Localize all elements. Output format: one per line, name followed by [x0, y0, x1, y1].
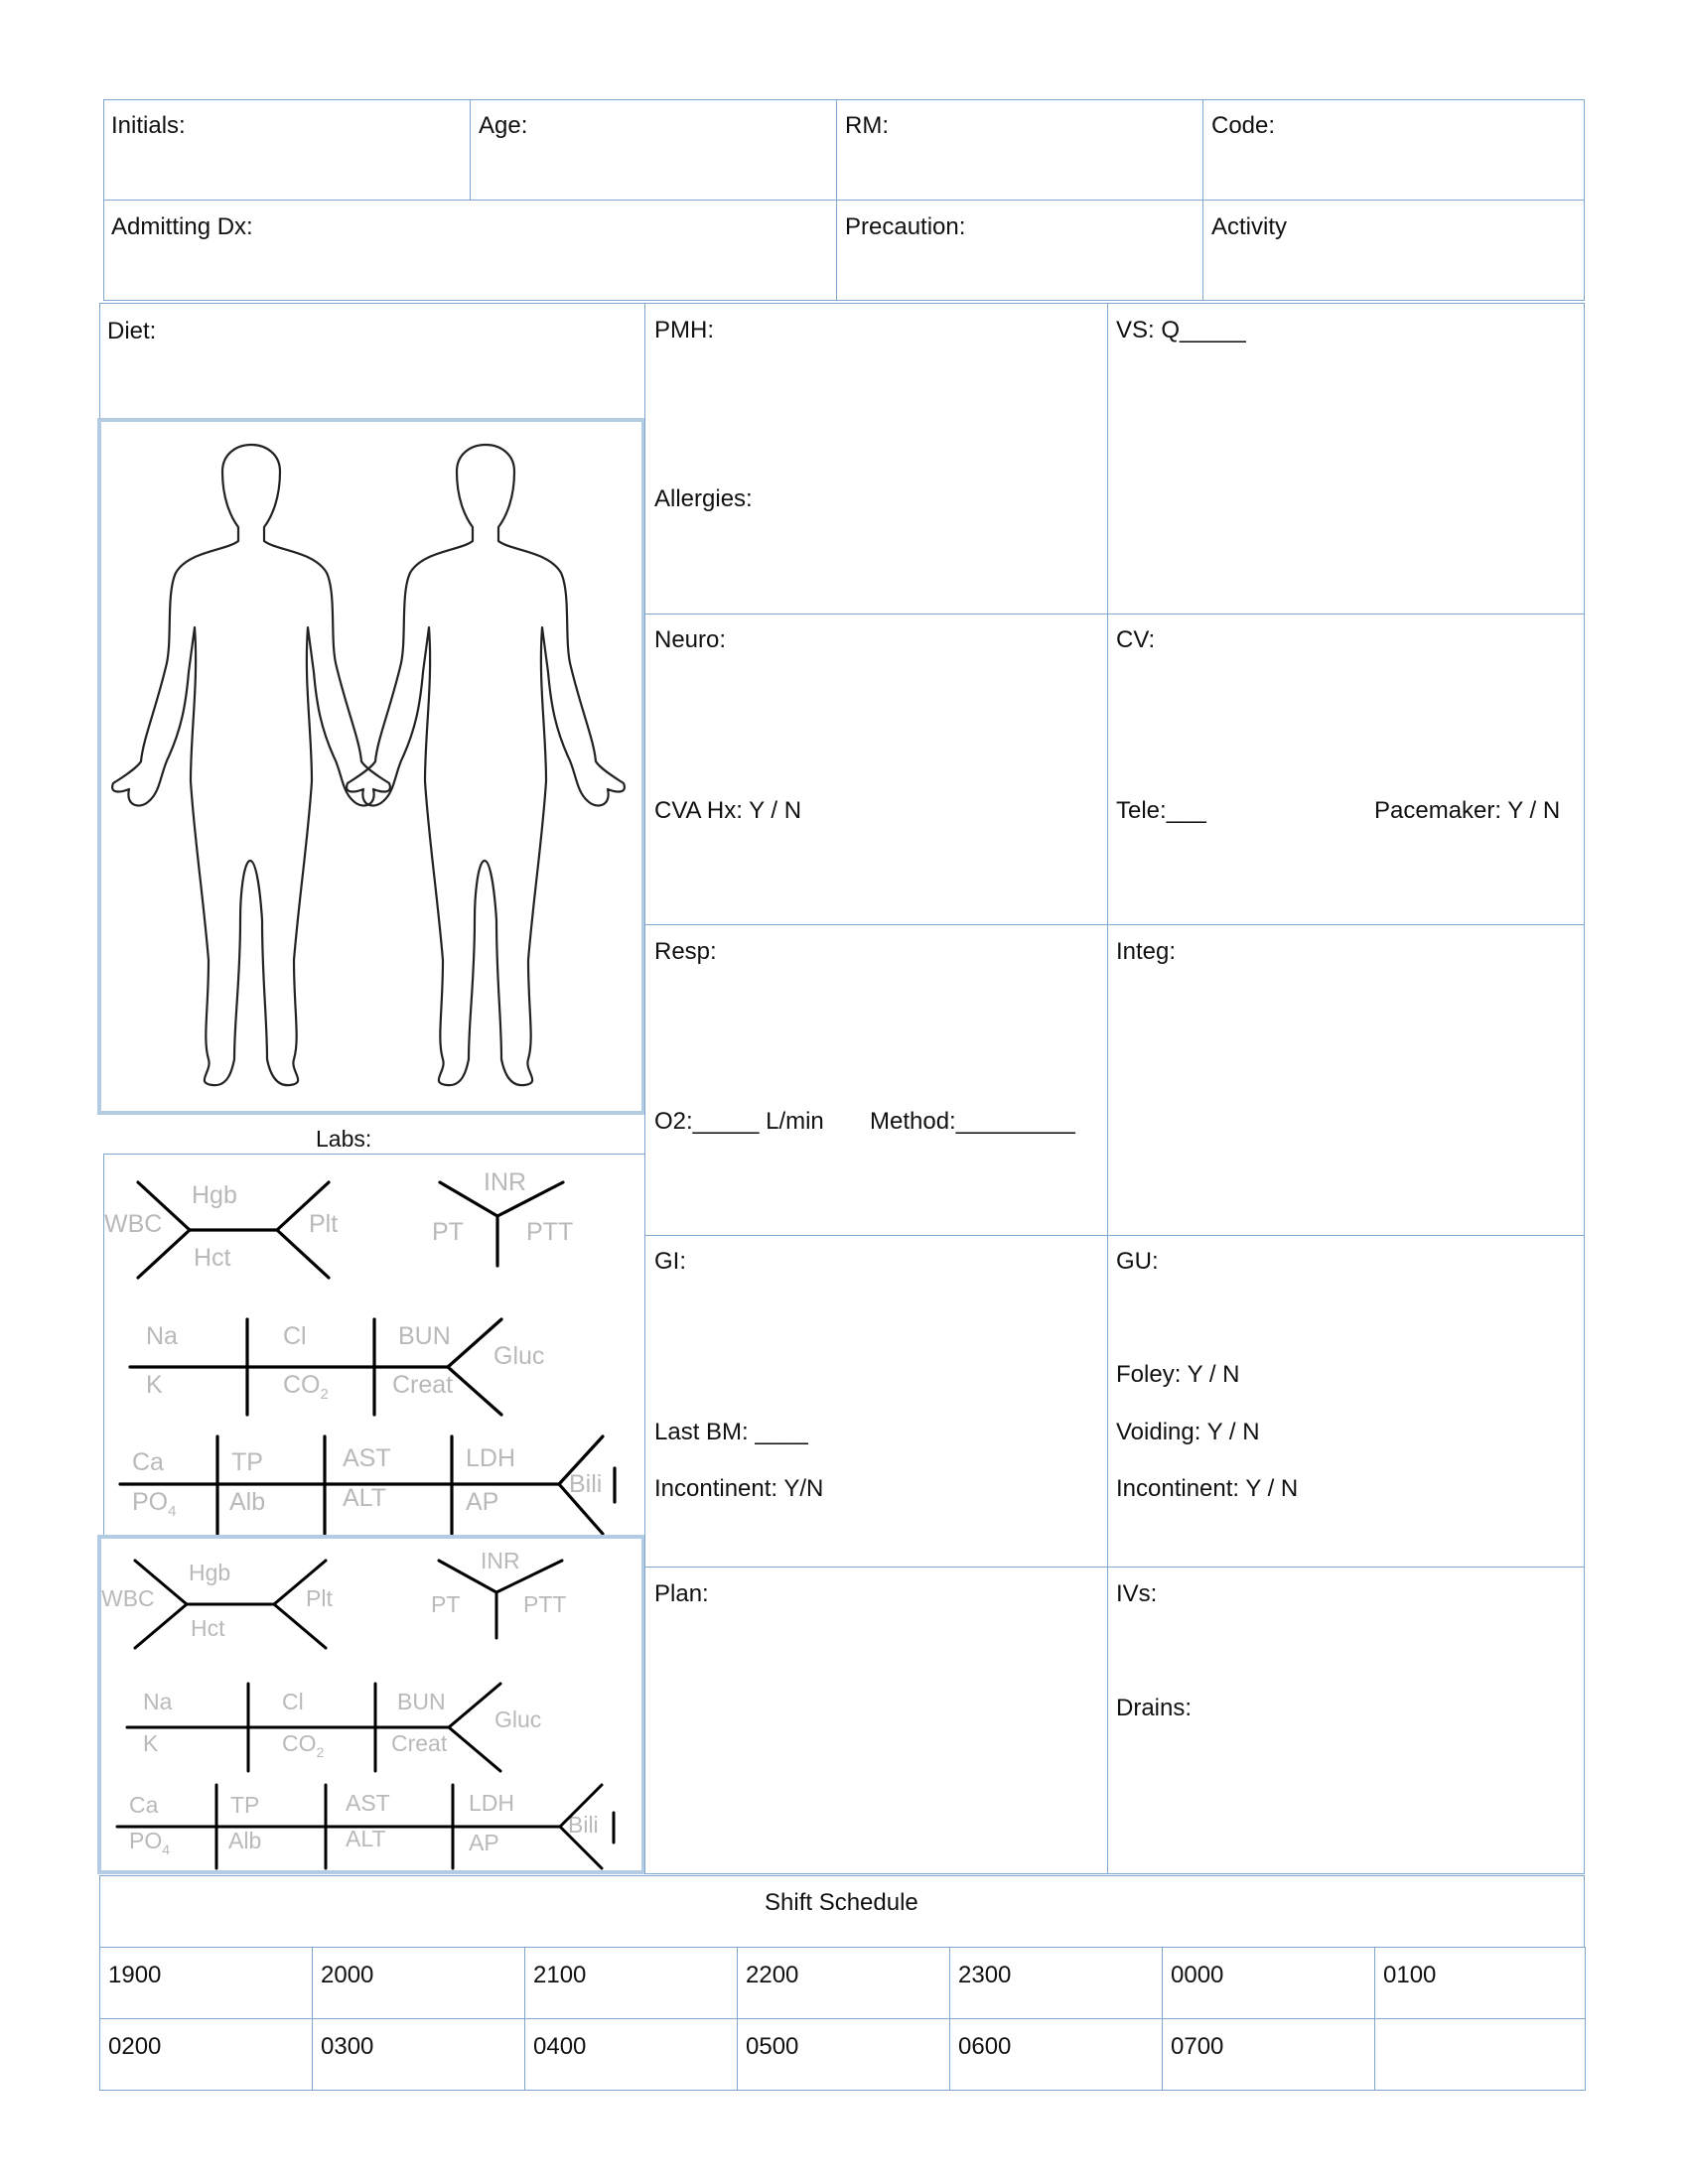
lab-na-2: Na: [143, 1689, 173, 1714]
code-label: Code:: [1211, 112, 1276, 139]
pmh-cell[interactable]: [644, 303, 1108, 614]
shift-time-label: 2300: [958, 1962, 1012, 1988]
last-bm-label: Last BM: ____: [654, 1419, 808, 1445]
vs-label: VS: Q_____: [1116, 317, 1246, 343]
lab-cl-1: Cl: [283, 1322, 307, 1350]
lab-ldh-1: LDH: [466, 1444, 516, 1472]
lab-skeleton-box-2[interactable]: [97, 1535, 645, 1874]
lab-ap-2: AP: [469, 1830, 499, 1855]
lab-hgb-1: Hgb: [192, 1181, 237, 1209]
o2-label: O2:_____ L/min: [654, 1108, 824, 1135]
lab-co2-1: $CO_2$: [283, 1371, 329, 1403]
body-front-figure: [112, 445, 390, 1085]
lab-wbc-2: WBC: [101, 1585, 155, 1611]
lab-plt-2: Plt: [306, 1585, 333, 1611]
method-label: Method:_________: [870, 1108, 1075, 1135]
precaution-label: Precaution:: [845, 213, 966, 240]
shift-time-label: 0000: [1171, 1962, 1224, 1988]
lab-gluc-1: Gluc: [493, 1342, 545, 1370]
rm-label: RM:: [845, 112, 889, 139]
lab-k-1: K: [146, 1371, 163, 1399]
gu-label: GU:: [1116, 1248, 1159, 1275]
lab-k-2: K: [143, 1730, 159, 1756]
body-outline-diagram: [101, 422, 641, 1111]
lab-fishbones-1: [104, 1155, 644, 1536]
cv-label: CV:: [1116, 626, 1156, 653]
lab-ca-1: Ca: [132, 1448, 164, 1476]
lab-fishbones-2: [101, 1539, 641, 1870]
lab-gluc-2: Gluc: [494, 1706, 542, 1732]
cva-hx-label: CVA Hx: Y / N: [654, 797, 802, 824]
shift-time-label: 0500: [746, 2033, 799, 2060]
gi-label: GI:: [654, 1248, 687, 1275]
lab-pt-1: PT: [432, 1218, 464, 1246]
initials-label: Initials:: [111, 112, 186, 139]
lab-ldh-2: LDH: [469, 1790, 515, 1816]
pmh-label: PMH:: [654, 317, 714, 343]
lab-cl-2: Cl: [282, 1689, 304, 1714]
lab-na-1: Na: [146, 1322, 178, 1350]
integ-cell[interactable]: [1107, 924, 1585, 1236]
lab-alt-1: ALT: [343, 1484, 386, 1512]
lab-bili-1: Bili: [569, 1470, 603, 1498]
diet-label: Diet:: [107, 318, 157, 344]
vs-cell[interactable]: [1107, 303, 1585, 614]
lab-ap-1: AP: [466, 1488, 499, 1516]
gi-incontinent-label: Incontinent: Y/N: [654, 1475, 824, 1502]
voiding-label: Voiding: Y / N: [1116, 1419, 1260, 1445]
gi-cell[interactable]: [644, 1235, 1108, 1568]
activity-label: Activity: [1211, 213, 1288, 240]
cv-cell[interactable]: [1107, 614, 1585, 925]
lab-hct-1: Hct: [194, 1244, 231, 1272]
shift-time-label: 0200: [108, 2033, 162, 2060]
lab-pt-2: PT: [431, 1591, 461, 1617]
shift-time-label: 1900: [108, 1962, 162, 1988]
lab-ast-2: AST: [346, 1790, 390, 1816]
neuro-label: Neuro:: [654, 626, 727, 653]
lab-co2-2: $CO_2$: [282, 1730, 325, 1760]
age-label: Age:: [479, 112, 528, 139]
shift-time-label: 0600: [958, 2033, 1012, 2060]
lab-po4-1: $PO_4$: [132, 1488, 177, 1520]
diet-cell[interactable]: [99, 303, 645, 419]
lab-plt-1: Plt: [309, 1210, 339, 1238]
lab-inr-2: INR: [481, 1548, 520, 1573]
lab-ast-1: AST: [343, 1444, 391, 1472]
resp-label: Resp:: [654, 938, 717, 965]
labs-label: Labs:: [316, 1126, 372, 1152]
shift-schedule-title: Shift Schedule: [765, 1889, 918, 1916]
tele-label: Tele:___: [1116, 797, 1206, 824]
admitting-dx-label: Admitting Dx:: [111, 213, 253, 240]
allergies-label: Allergies:: [654, 485, 753, 512]
lab-ca-2: Ca: [129, 1792, 159, 1818]
neuro-cell[interactable]: [644, 614, 1108, 925]
ivs-label: IVs:: [1116, 1580, 1158, 1607]
lab-hgb-2: Hgb: [189, 1560, 231, 1585]
shift-time-label: 2000: [321, 1962, 374, 1988]
lab-creat-2: Creat: [391, 1730, 448, 1756]
lab-ptt-2: PTT: [523, 1591, 567, 1617]
foley-label: Foley: Y / N: [1116, 1361, 1240, 1388]
lab-tp-2: TP: [230, 1792, 260, 1818]
shift-time-label: 0100: [1383, 1962, 1437, 1988]
lab-inr-1: INR: [484, 1168, 527, 1196]
gu-cell[interactable]: [1107, 1235, 1585, 1568]
lab-bun-1: BUN: [398, 1322, 451, 1350]
lab-hct-2: Hct: [191, 1615, 225, 1641]
gu-incontinent-label: Incontinent: Y / N: [1116, 1475, 1299, 1502]
lab-bili-2: Bili: [568, 1812, 599, 1838]
shift-time-label: 2200: [746, 1962, 799, 1988]
body-diagram-box: [97, 418, 645, 1115]
lab-wbc-1: WBC: [104, 1210, 163, 1238]
lab-tp-1: TP: [231, 1448, 263, 1476]
lab-ptt-1: PTT: [526, 1218, 574, 1246]
body-back-figure: [347, 445, 625, 1085]
resp-cell[interactable]: [644, 924, 1108, 1236]
lab-creat-1: Creat: [392, 1371, 454, 1399]
rm-cell[interactable]: [836, 99, 1203, 201]
shift-time-label: 0400: [533, 2033, 587, 2060]
plan-cell[interactable]: [644, 1567, 1108, 1874]
shift-time-label: 0700: [1171, 2033, 1224, 2060]
lab-po4-2: $PO_4$: [129, 1828, 171, 1857]
plan-label: Plan:: [654, 1580, 709, 1607]
pacemaker-label: Pacemaker: Y / N: [1374, 797, 1561, 824]
lab-alt-2: ALT: [346, 1826, 386, 1851]
lab-alb-2: Alb: [228, 1828, 262, 1853]
integ-label: Integ:: [1116, 938, 1177, 965]
lab-alb-1: Alb: [229, 1488, 266, 1516]
shift-time-label: 2100: [533, 1962, 587, 1988]
drains-label: Drains:: [1116, 1695, 1193, 1721]
shift-time-label: 0300: [321, 2033, 374, 2060]
shift-cell[interactable]: [1374, 2018, 1586, 2091]
lab-skeleton-box-1[interactable]: [103, 1154, 645, 1537]
lab-bun-2: BUN: [397, 1689, 446, 1714]
